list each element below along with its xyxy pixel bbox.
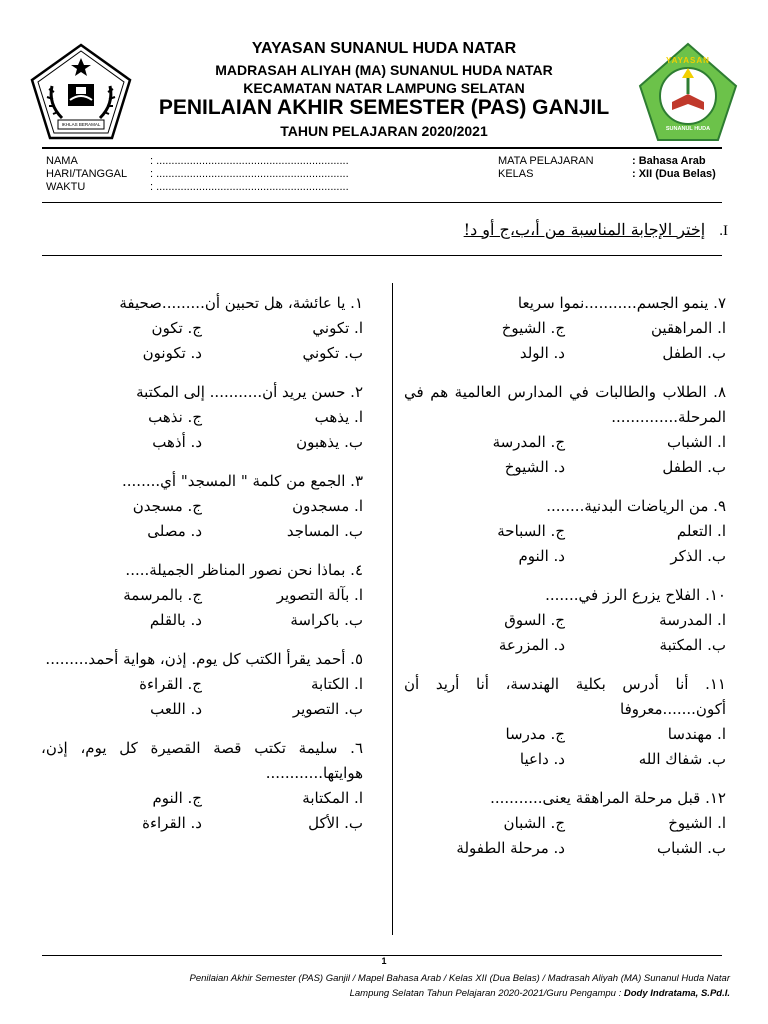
options-row	[41, 608, 363, 633]
option-a[interactable]: ا. مسجدون	[292, 497, 363, 515]
option-b[interactable]: ب. المساجد	[286, 522, 363, 540]
option-c[interactable]: ج. السوق	[504, 611, 565, 629]
question-item	[41, 736, 363, 836]
school-name: MADRASAH ALIYAH (MA) SUNANUL HUDA NATAR	[215, 62, 553, 78]
question-stem: ٨. الطلاب والطالبات في المدارس العالمية هم في المرحلة..............	[404, 383, 726, 426]
option-a[interactable]: ا. الكتابة	[310, 675, 363, 693]
ministry-logo-motto: IKHLAS BERAMAL	[61, 122, 101, 127]
instruction-text: إختر الإجابة المناسبة من أ،ب،ج أو د!	[463, 220, 706, 239]
question-stem: ٢. حسن يريد أن........... إلى المكتبة	[136, 383, 363, 401]
academic-year: TAHUN PELAJARAN 2020/2021	[280, 123, 488, 139]
class-value: : XII (Dua Belas)	[632, 168, 716, 180]
option-b[interactable]: ب. الذكر	[670, 547, 726, 565]
question-item	[404, 291, 726, 366]
question-item	[41, 469, 363, 544]
options-row	[404, 722, 726, 747]
options-row	[404, 519, 726, 544]
option-d[interactable]: د. مصلى	[147, 522, 202, 540]
option-c[interactable]: ج. القراءة	[139, 675, 202, 693]
option-d[interactable]: د. القراءة	[142, 814, 202, 832]
question-stem: ١١. أنا أدرس بكلية الهندسة، أنا أريد أن أكون.......معروفا	[404, 675, 726, 718]
options-row	[404, 455, 726, 480]
option-a[interactable]: ا. المكتابة	[302, 789, 363, 807]
page-number: 1	[381, 956, 387, 966]
name-field[interactable]: : ...............................................................	[150, 155, 349, 167]
option-a[interactable]: ا. مهندسا	[667, 725, 726, 743]
options-row	[404, 747, 726, 772]
option-a[interactable]: ا. الشيوخ	[668, 814, 726, 832]
question-stem: ٥. أحمد يقرأ الكتب كل يوم. إذن، هواية أحمد.........	[45, 650, 363, 668]
question-stem: ٩. من الرياضات البدنية........	[546, 497, 726, 515]
time-field[interactable]: : ...............................................................	[150, 181, 349, 193]
option-c[interactable]: ج. المدرسة	[492, 433, 565, 451]
subject-value: : Bahasa Arab	[632, 155, 706, 167]
question-item	[404, 380, 726, 480]
class-label: KELAS	[498, 168, 534, 180]
option-d[interactable]: د. داعيا	[519, 750, 565, 768]
question-item	[404, 786, 726, 861]
option-d[interactable]: د. تكونون	[142, 344, 202, 362]
options-row	[41, 786, 363, 811]
option-b[interactable]: ب. شفاك الله	[638, 750, 726, 768]
option-d[interactable]: د. المزرعة	[498, 636, 565, 654]
options-row	[404, 430, 726, 455]
option-c[interactable]: ج. بالمرسمة	[123, 586, 202, 604]
questions-column-right	[404, 291, 726, 875]
option-d[interactable]: د. الشيوخ	[504, 458, 565, 476]
exam-title: PENILAIAN AKHIR SEMESTER (PAS) GANJIL	[158, 96, 610, 119]
options-row	[41, 316, 363, 341]
option-d[interactable]: د. مرحلة الطفولة	[456, 839, 565, 857]
option-b[interactable]: ب. الطفل	[662, 458, 726, 476]
date-field[interactable]: : ...............................................................	[150, 168, 349, 180]
time-label: WAKTU	[46, 181, 86, 193]
options-row	[404, 633, 726, 658]
option-c[interactable]: ج. مسجدن	[132, 497, 202, 515]
question-item	[404, 672, 726, 772]
question-stem: ٧. ينمو الجسم...........نموا سريعا	[517, 294, 726, 312]
options-row	[41, 697, 363, 722]
question-item	[41, 558, 363, 633]
student-info-right	[498, 155, 716, 181]
options-row	[41, 519, 363, 544]
yayasan-logo-bottom-text: SUNANUL HUDA	[665, 126, 711, 132]
options-row	[41, 583, 363, 608]
column-divider	[392, 283, 393, 935]
option-a[interactable]: ا. المدرسة	[659, 611, 726, 629]
instruction	[464, 220, 728, 240]
question-stem: ٣. الجمع من كلمة " المسجد" أي........	[122, 472, 363, 490]
name-label: NAMA	[46, 155, 78, 167]
option-d[interactable]: د. النوم	[518, 547, 565, 565]
question-item	[41, 647, 363, 722]
yayasan-logo-top-text: YAYASAN	[666, 56, 710, 65]
option-b[interactable]: ب. الطفل	[662, 344, 726, 362]
option-b[interactable]: ب. المكتبة	[659, 636, 726, 654]
footer-line-2	[60, 988, 730, 999]
option-a[interactable]: ا. التعلم	[676, 522, 726, 540]
foundation-name: YAYASAN SUNANUL HUDA NATAR	[251, 40, 517, 57]
question-item	[41, 291, 363, 366]
option-c[interactable]: ج. مدرسا	[505, 725, 565, 743]
option-b[interactable]: ب. التصوير	[292, 700, 363, 718]
question-stem: ١. يا عائشة، هل تحبين أن.........صحيفة	[119, 294, 363, 312]
options-row	[404, 316, 726, 341]
options-row	[41, 672, 363, 697]
option-a[interactable]: ا. الشباب	[666, 433, 726, 451]
option-d[interactable]: د. اللعب	[150, 700, 202, 718]
options-row	[404, 608, 726, 633]
option-c[interactable]: ج. الشبان	[503, 814, 565, 832]
option-a[interactable]: ا. يذهب	[314, 408, 363, 426]
option-d[interactable]: د. الولد	[519, 344, 565, 362]
question-stem: ١٢. قبل مرحلة المراهقة يعنى...........	[490, 789, 726, 807]
teacher-name: Dody Indratama, S.Pd.I.	[623, 988, 730, 999]
option-b[interactable]: ب. الأكل	[308, 814, 363, 832]
question-stem: ١٠. الفلاح يزرع الرز في.......	[545, 586, 726, 604]
instruction-number: I.	[719, 223, 728, 239]
option-c[interactable]: ج. الشيوخ	[501, 319, 565, 337]
question-stem: ٤. بماذا نحن نصور المناظر الجميلة.....	[125, 561, 363, 579]
option-a[interactable]: ا. المراهقين	[651, 319, 726, 337]
options-row	[404, 811, 726, 836]
question-item	[404, 494, 726, 569]
options-row	[41, 405, 363, 430]
option-c[interactable]: ج. النوم	[152, 789, 202, 807]
instruction-divider	[42, 255, 722, 256]
option-c[interactable]: ج. تكون	[151, 319, 202, 337]
options-row	[404, 341, 726, 366]
options-row	[41, 341, 363, 366]
option-c[interactable]: ج. نذهب	[148, 408, 202, 426]
option-b[interactable]: ب. تكوني	[302, 344, 363, 362]
option-d[interactable]: د. أذهب	[152, 433, 202, 451]
options-row	[41, 430, 363, 455]
question-item	[41, 380, 363, 455]
date-label: HARI/TANGGAL	[46, 168, 128, 180]
questions-column-left	[41, 291, 363, 850]
info-divider	[42, 202, 722, 203]
header-divider	[42, 147, 722, 149]
options-row	[404, 544, 726, 569]
option-c[interactable]: ج. السباحة	[497, 522, 565, 540]
option-b[interactable]: ب. باكراسة	[290, 611, 363, 629]
footer-line-2-prefix: Lampung Selatan Tahun Pelajaran 2020-2021/Guru Pengampu :	[349, 988, 624, 999]
question-stem: ٦. سليمة تكتب قصة القصيرة كل يوم، إذن، هوايتها............	[41, 739, 363, 782]
subject-label: MATA PELAJARAN	[498, 155, 594, 167]
option-a[interactable]: ا. تكوني	[312, 319, 363, 337]
option-d[interactable]: د. بالقلم	[149, 611, 202, 629]
options-row	[404, 836, 726, 861]
student-info-left	[46, 155, 349, 194]
option-a[interactable]: ا. بآلة التصوير	[276, 586, 363, 604]
option-b[interactable]: ب. يذهبون	[296, 433, 363, 451]
question-item	[404, 583, 726, 658]
options-row	[41, 811, 363, 836]
footer-line-1: Penilaian Akhir Semester (PAS) Ganjil / Mapel Bahasa Arab / Kelas XII (Dua Belas) / Madrasah Aliyah (MA) Sunanul Huda Natar	[189, 973, 730, 984]
district-name: KECAMATAN NATAR LAMPUNG SELATAN	[243, 80, 525, 96]
options-row	[41, 494, 363, 519]
option-b[interactable]: ب. الشباب	[657, 839, 726, 857]
